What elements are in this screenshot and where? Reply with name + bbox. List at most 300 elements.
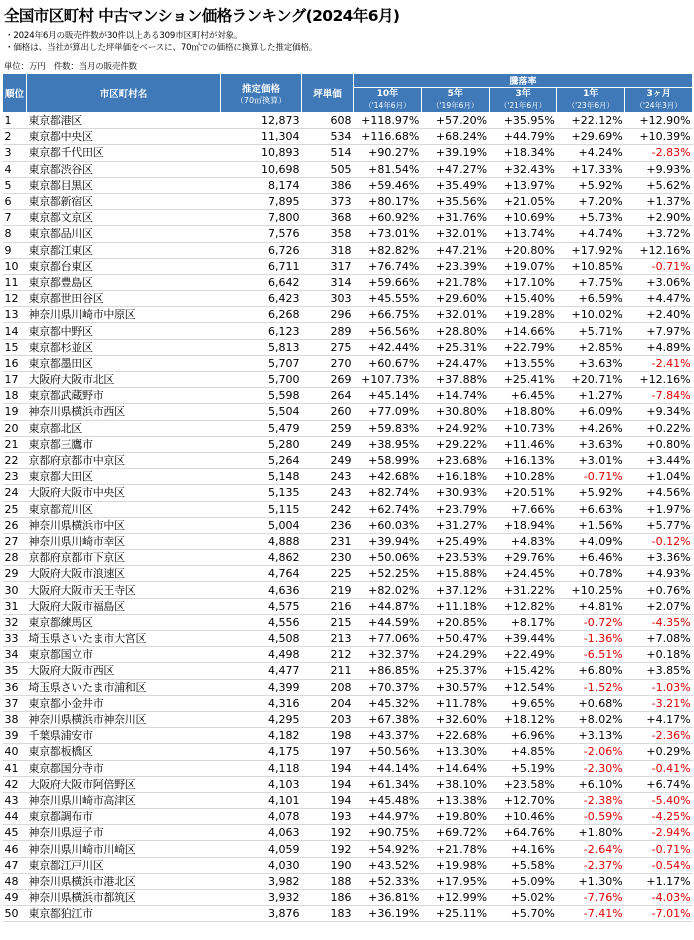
change-cell: +6.46% [557,550,625,566]
change-cell: -2.30% [557,760,625,776]
change-cell: +52.33% [354,873,422,889]
change-cell: +25.31% [421,339,489,355]
change-cell: +60.03% [354,517,422,533]
change-cell: -2.94% [625,825,693,841]
tsubo-price-cell: 203 [302,711,354,727]
municipality-cell: 東京都豊島区 [27,274,221,290]
change-cell: +1.04% [625,469,693,485]
change-cell: +22.12% [557,113,625,129]
municipality-cell: 東京都狛江市 [27,906,221,922]
rank-cell: 23 [3,469,27,485]
price-cell: 5,707 [221,355,302,371]
rank-cell: 27 [3,533,27,549]
tsubo-price-cell: 270 [302,355,354,371]
change-cell: +69.72% [421,825,489,841]
period-sub: （'14年6月） [364,101,411,110]
change-cell: +23.39% [421,258,489,274]
change-cell: +60.67% [354,355,422,371]
change-cell: +6.74% [625,776,693,792]
rank-cell: 28 [3,550,27,566]
table-row [3,452,693,468]
change-cell: +13.97% [489,177,557,193]
rank-cell: 37 [3,695,27,711]
change-cell: +59.83% [354,420,422,436]
change-cell: +44.97% [354,809,422,825]
municipality-cell: 東京都墨田区 [27,355,221,371]
tsubo-price-cell: 296 [302,307,354,323]
change-cell: +9.65% [489,695,557,711]
change-cell: +3.44% [625,452,693,468]
change-cell: +1.27% [557,388,625,404]
municipality-cell: 東京都武蔵野市 [27,388,221,404]
municipality-cell: 東京都三鷹市 [27,436,221,452]
change-cell: +23.58% [489,776,557,792]
tsubo-price-cell: 275 [302,339,354,355]
municipality-cell: 京都府京都市中京区 [27,452,221,468]
change-cell: -4.03% [625,890,693,906]
change-cell: -2.41% [625,355,693,371]
change-cell: +18.34% [489,145,557,161]
change-cell: +50.56% [354,744,422,760]
change-cell: -2.37% [557,857,625,873]
change-cell: +30.57% [421,679,489,695]
change-cell: +4.24% [557,145,625,161]
rank-cell: 9 [3,242,27,258]
change-cell: +9.93% [625,161,693,177]
change-cell: +66.75% [354,307,422,323]
rank-cell: 25 [3,501,27,517]
period-label: 3ヶ月 [646,89,671,99]
change-cell: -0.41% [625,760,693,776]
change-cell: +8.17% [489,614,557,630]
header-period-3y [489,88,557,113]
table-row [3,695,693,711]
change-cell: +29.22% [421,436,489,452]
change-cell: +5.77% [625,517,693,533]
rank-cell: 8 [3,226,27,242]
change-cell: +77.09% [354,404,422,420]
municipality-cell: 京都府京都市下京区 [27,550,221,566]
tsubo-price-cell: 264 [302,388,354,404]
change-cell: +28.80% [421,323,489,339]
change-cell: +13.38% [421,792,489,808]
table-row [3,582,693,598]
change-cell: -2.06% [557,744,625,760]
change-cell: +17.10% [489,274,557,290]
rank-cell: 20 [3,420,27,436]
change-cell: +5.19% [489,760,557,776]
period-label: 5年 [447,89,463,99]
price-cell: 5,135 [221,485,302,501]
change-cell: +5.92% [557,177,625,193]
table-row [3,436,693,452]
table-row [3,323,693,339]
header-change: 騰落率 [354,74,693,88]
tsubo-price-cell: 242 [302,501,354,517]
municipality-cell: 大阪府大阪市中央区 [27,485,221,501]
change-cell: +4.81% [557,598,625,614]
rank-cell: 38 [3,711,27,727]
change-cell: -0.12% [625,533,693,549]
period-sub: （'19年6月） [432,101,479,110]
municipality-cell: 大阪府大阪市天王寺区 [27,582,221,598]
municipality-cell: 大阪府大阪市阿倍野区 [27,776,221,792]
municipality-cell: 神奈川県横浜市西区 [27,404,221,420]
price-cell: 6,423 [221,291,302,307]
price-cell: 4,078 [221,809,302,825]
rank-cell: 14 [3,323,27,339]
tsubo-price-cell: 259 [302,420,354,436]
tsubo-price-cell: 303 [302,291,354,307]
change-cell: +31.27% [421,517,489,533]
table-row [3,355,693,371]
change-cell: +80.17% [354,193,422,209]
rank-cell: 31 [3,598,27,614]
municipality-cell: 神奈川県川崎市中原区 [27,307,221,323]
municipality-cell: 大阪府大阪市北区 [27,372,221,388]
municipality-cell: 東京都新宿区 [27,193,221,209]
change-cell: -7.76% [557,890,625,906]
rank-cell: 44 [3,809,27,825]
tsubo-price-cell: 190 [302,857,354,873]
table-row [3,501,693,517]
tsubo-price-cell: 193 [302,809,354,825]
change-cell: +6.10% [557,776,625,792]
rank-cell: 49 [3,890,27,906]
municipality-cell: 東京都江戸川区 [27,857,221,873]
price-cell: 5,004 [221,517,302,533]
change-cell: -1.03% [625,679,693,695]
tsubo-price-cell: 386 [302,177,354,193]
change-cell: +45.48% [354,792,422,808]
tsubo-price-cell: 225 [302,566,354,582]
change-cell: +2.90% [625,210,693,226]
change-cell: +25.41% [489,372,557,388]
change-cell: +10.85% [557,258,625,274]
change-cell: -0.71% [625,258,693,274]
change-cell: +17.92% [557,242,625,258]
change-cell: +2.40% [625,307,693,323]
change-cell: +5.71% [557,323,625,339]
change-cell: +20.85% [421,614,489,630]
change-cell: +16.18% [421,469,489,485]
change-cell: +4.93% [625,566,693,582]
change-cell: +14.74% [421,388,489,404]
municipality-cell: 東京都中野区 [27,323,221,339]
change-cell: +5.02% [489,890,557,906]
change-cell: +24.47% [421,355,489,371]
table-row [3,663,693,679]
header-period-10y [354,88,422,113]
change-cell: +30.93% [421,485,489,501]
table-row [3,631,693,647]
change-cell: +44.79% [489,129,557,145]
change-cell: -2.64% [557,841,625,857]
change-cell: +21.05% [489,193,557,209]
change-cell: +50.47% [421,631,489,647]
price-cell: 5,504 [221,404,302,420]
change-cell: +59.46% [354,177,422,193]
change-cell: +31.76% [421,210,489,226]
change-cell: +4.56% [625,485,693,501]
price-cell: 7,895 [221,193,302,209]
table-row [3,679,693,695]
change-cell: +62.74% [354,501,422,517]
price-cell: 4,175 [221,744,302,760]
rank-cell: 16 [3,355,27,371]
change-cell: +13.55% [489,355,557,371]
municipality-cell: 東京都荒川区 [27,501,221,517]
change-cell: +7.97% [625,323,693,339]
change-cell: +19.28% [489,307,557,323]
municipality-cell: 神奈川県横浜市神奈川区 [27,711,221,727]
change-cell: +118.97% [354,113,422,129]
change-cell: +3.63% [557,436,625,452]
municipality-cell: 東京都目黒区 [27,177,221,193]
price-cell: 3,932 [221,890,302,906]
change-cell: -0.72% [557,614,625,630]
tsubo-price-cell: 373 [302,193,354,209]
table-row [3,161,693,177]
change-cell: +35.56% [421,193,489,209]
change-cell: +4.74% [557,226,625,242]
tsubo-price-cell: 243 [302,469,354,485]
change-cell: +22.68% [421,728,489,744]
tsubo-price-cell: 368 [302,210,354,226]
price-cell: 5,264 [221,452,302,468]
price-cell: 4,182 [221,728,302,744]
price-cell: 8,174 [221,177,302,193]
price-cell: 4,030 [221,857,302,873]
tsubo-price-cell: 289 [302,323,354,339]
price-cell: 11,304 [221,129,302,145]
change-cell: -2.36% [625,728,693,744]
change-cell: +3.72% [625,226,693,242]
rank-cell: 50 [3,906,27,922]
change-cell: +44.59% [354,614,422,630]
change-cell: +1.80% [557,825,625,841]
table-row [3,339,693,355]
change-cell: +21.78% [421,841,489,857]
price-cell: 4,556 [221,614,302,630]
price-cell: 10,698 [221,161,302,177]
price-cell: 4,575 [221,598,302,614]
change-cell: +61.34% [354,776,422,792]
table-row [3,274,693,290]
price-cell: 4,764 [221,566,302,582]
change-cell: +12.16% [625,242,693,258]
price-cell: 4,862 [221,550,302,566]
change-cell: +58.99% [354,452,422,468]
change-cell: +82.74% [354,485,422,501]
tsubo-price-cell: 183 [302,906,354,922]
change-cell: +67.38% [354,711,422,727]
page-title: 全国市区町村 中古マンション価格ランキング(2024年6月) [4,7,400,25]
header-period-5y [421,88,489,113]
table-row [3,776,693,792]
tsubo-price-cell: 505 [302,161,354,177]
table-row [3,906,693,922]
change-cell: +23.79% [421,501,489,517]
change-cell: +59.66% [354,274,422,290]
municipality-cell: 神奈川県川崎市幸区 [27,533,221,549]
change-cell: +3.36% [625,550,693,566]
change-cell: +1.97% [625,501,693,517]
change-cell: +29.60% [421,291,489,307]
change-cell: +12.16% [625,372,693,388]
rank-cell: 26 [3,517,27,533]
change-cell: +22.49% [489,647,557,663]
rank-cell: 2 [3,129,27,145]
change-cell: +10.28% [489,469,557,485]
change-cell: +19.98% [421,857,489,873]
table-row [3,792,693,808]
header-period-3m [625,88,693,113]
municipality-cell: 神奈川県川崎市川崎区 [27,841,221,857]
table-row [3,598,693,614]
price-cell: 4,636 [221,582,302,598]
change-cell: +7.08% [625,631,693,647]
change-cell: +90.75% [354,825,422,841]
tsubo-price-cell: 243 [302,485,354,501]
change-cell: +6.80% [557,663,625,679]
rank-cell: 29 [3,566,27,582]
change-cell: +11.78% [421,695,489,711]
price-cell: 5,479 [221,420,302,436]
price-cell: 5,598 [221,388,302,404]
price-cell: 4,888 [221,533,302,549]
price-cell: 6,711 [221,258,302,274]
change-cell: +19.07% [489,258,557,274]
change-cell: +15.40% [489,291,557,307]
change-cell: +17.33% [557,161,625,177]
change-cell: +32.01% [421,307,489,323]
header-price-label: 推定価格 [241,83,280,95]
rank-cell: 7 [3,210,27,226]
rank-cell: 17 [3,372,27,388]
municipality-cell: 東京都調布市 [27,809,221,825]
rank-cell: 5 [3,177,27,193]
change-cell: +3.63% [557,355,625,371]
table-row [3,177,693,193]
change-cell: +45.14% [354,388,422,404]
header-period-1y [557,88,625,113]
rank-cell: 32 [3,614,27,630]
tsubo-price-cell: 249 [302,436,354,452]
change-cell: +5.92% [557,485,625,501]
price-cell: 6,123 [221,323,302,339]
change-cell: +14.66% [489,323,557,339]
price-cell: 12,873 [221,113,302,129]
period-sub: （'24年3月） [635,101,682,110]
change-cell: +70.37% [354,679,422,695]
change-cell: +77.06% [354,631,422,647]
municipality-cell: 神奈川県横浜市都筑区 [27,890,221,906]
table-row [3,291,693,307]
change-cell: +52.25% [354,566,422,582]
price-cell: 10,893 [221,145,302,161]
municipality-cell: 東京都品川区 [27,226,221,242]
change-cell: +4.16% [489,841,557,857]
rank-cell: 47 [3,857,27,873]
tsubo-price-cell: 208 [302,679,354,695]
municipality-cell: 東京都世田谷区 [27,291,221,307]
rank-cell: 45 [3,825,27,841]
change-cell: +54.92% [354,841,422,857]
change-cell: +12.82% [489,598,557,614]
change-cell: +21.78% [421,274,489,290]
rank-cell: 12 [3,291,27,307]
change-cell: +10.46% [489,809,557,825]
price-cell: 4,118 [221,760,302,776]
change-cell: +4.26% [557,420,625,436]
change-cell: +0.78% [557,566,625,582]
period-sub: （'23年6月） [567,101,614,110]
change-cell: +10.25% [557,582,625,598]
change-cell: +20.80% [489,242,557,258]
change-cell: -2.83% [625,145,693,161]
tsubo-price-cell: 534 [302,129,354,145]
change-cell: -0.71% [625,841,693,857]
change-cell: +24.92% [421,420,489,436]
rank-cell: 46 [3,841,27,857]
municipality-cell: 東京都台東区 [27,258,221,274]
change-cell: -6.51% [557,647,625,663]
tsubo-price-cell: 194 [302,792,354,808]
municipality-cell: 東京都杉並区 [27,339,221,355]
rank-cell: 39 [3,728,27,744]
rank-cell: 42 [3,776,27,792]
change-cell: +5.73% [557,210,625,226]
rank-cell: 6 [3,193,27,209]
period-label: 1年 [583,89,599,99]
change-cell: +24.29% [421,647,489,663]
table-row [3,210,693,226]
table-row [3,372,693,388]
change-cell: +10.39% [625,129,693,145]
price-cell: 4,316 [221,695,302,711]
change-cell: +1.17% [625,873,693,889]
tsubo-price-cell: 249 [302,452,354,468]
change-cell: -4.25% [625,809,693,825]
change-cell: +12.99% [421,890,489,906]
municipality-cell: 東京都板橋区 [27,744,221,760]
table-row [3,485,693,501]
price-cell: 4,477 [221,663,302,679]
note-line: ・価格は、当社が算出した坪単価をベースに、70㎡での価格に換算した推定価格。 [5,43,318,54]
change-cell: +50.06% [354,550,422,566]
ranking-table [2,73,693,922]
change-cell: +0.22% [625,420,693,436]
change-cell: +16.13% [489,452,557,468]
change-cell: +5.58% [489,857,557,873]
change-cell: +0.80% [625,436,693,452]
change-cell: +4.09% [557,533,625,549]
table-row [3,744,693,760]
tsubo-price-cell: 211 [302,663,354,679]
municipality-cell: 東京都国分寺市 [27,760,221,776]
change-cell: +32.43% [489,161,557,177]
change-cell: -7.01% [625,906,693,922]
municipality-cell: 神奈川県川崎市高津区 [27,792,221,808]
price-cell: 4,101 [221,792,302,808]
table-row [3,404,693,420]
table-row [3,420,693,436]
tsubo-price-cell: 231 [302,533,354,549]
change-cell: +25.49% [421,533,489,549]
tsubo-price-cell: 269 [302,372,354,388]
change-cell: +10.73% [489,420,557,436]
